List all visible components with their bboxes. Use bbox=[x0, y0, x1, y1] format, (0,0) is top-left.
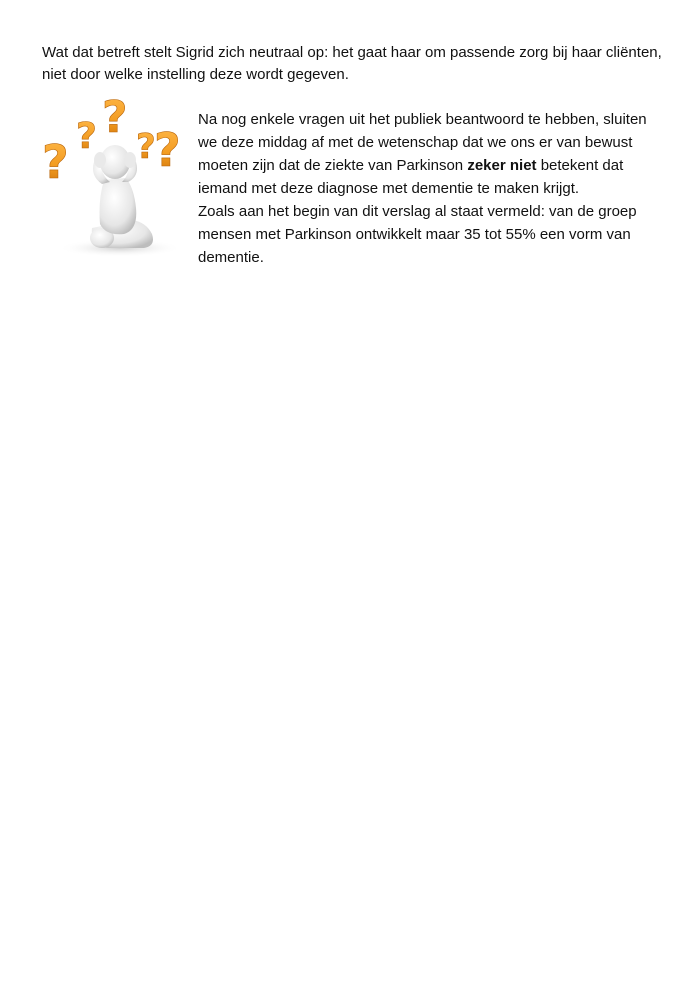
paragraph-right-second: Zoals aan het begin van dit verslag al staat vermeld: van de groep mensen met Parkinson ontwikkelt maar 35 tot 55% een vorm van dementie. bbox=[198, 203, 637, 266]
svg-text:?: ? bbox=[154, 123, 181, 177]
paragraph-top: Wat dat betreft stelt Sigrid zich neutraal op: het gaat haar om passende zorg bij haar cliënten, niet door welke instelling deze wordt gegeven. bbox=[42, 44, 662, 83]
svg-text:?: ? bbox=[102, 96, 128, 143]
svg-text:?: ? bbox=[76, 116, 97, 157]
thinking-person-question-marks-icon bbox=[40, 96, 190, 258]
paragraph-right-text-2: betekent dat iemand met deze diagnose met dementie te maken krijgt. bbox=[198, 157, 624, 197]
svg-text:?: ? bbox=[136, 127, 156, 167]
paragraph-right-bold: zeker niet bbox=[467, 157, 537, 174]
paragraph-right bbox=[198, 108, 660, 269]
svg-text:?: ? bbox=[42, 135, 69, 189]
paragraph-right-text-1: Na nog enkele vragen uit het publiek beantwoord te hebben, sluiten we deze middag af met de wetenschap dat we ons er van bewust moeten zijn dat de ziekte van Parkinson bbox=[198, 111, 647, 174]
